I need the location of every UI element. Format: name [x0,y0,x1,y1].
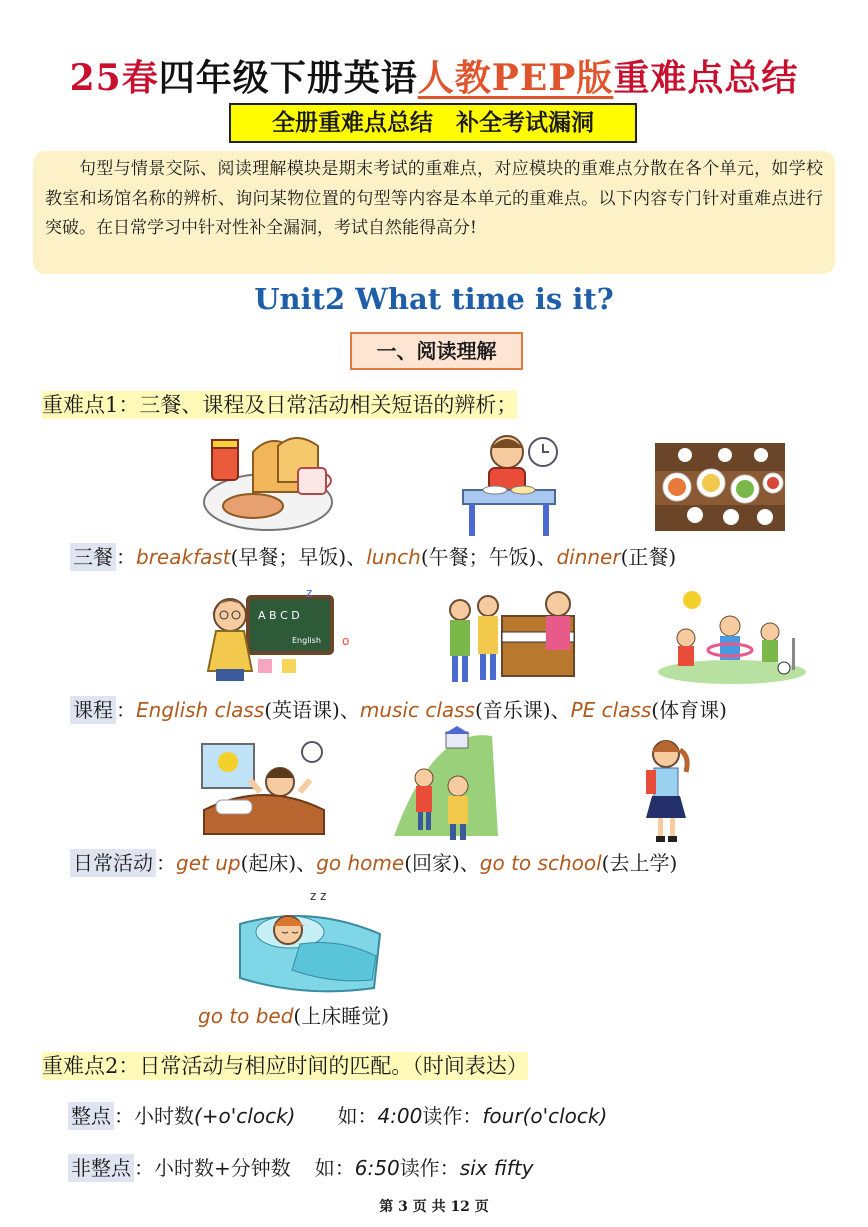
class-cn: (音乐课) [474,698,551,722]
activity-cn: (起床) [240,851,297,875]
meal-en: lunch [366,545,421,569]
boy-waking-up-illustration [196,740,330,840]
class-cn: (体育课) [651,698,727,722]
separator: 、 [536,545,557,569]
meal-cn: (早餐；早饭) [230,545,347,569]
activities-row [70,847,677,876]
example-prefix: 如： [314,1156,355,1180]
page-title [0,50,868,101]
time-rule-cn: 小时数 [134,1104,194,1128]
music-class-piano-illustration [438,576,586,694]
class-cn: (英语课) [264,698,340,722]
teacher-blackboard-illustration [196,585,352,693]
class-en: music class [359,698,475,722]
separator: 、 [550,698,571,722]
time-rule-cn: 小时数+分钟数 [154,1156,291,1180]
example-time: 6:50 [354,1156,400,1180]
example-en: six fifty [459,1156,534,1180]
classes-label: 课程 [70,696,116,724]
title-part-3: 人教PEP版 [417,57,614,99]
time-label: 非整点 [68,1154,134,1182]
separator: 、 [339,698,360,722]
title-part-1: 25春 [69,57,159,99]
time-colon: ： [134,1156,154,1180]
separator: 、 [459,851,480,875]
key-point-2 [40,1048,530,1082]
title-part-4: 重难点总结 [613,57,799,99]
breakfast-food-illustration [198,432,338,534]
example-read: 读作： [422,1104,483,1128]
time-rule-en: (+o'clock) [194,1104,296,1128]
meals-label: 三餐 [70,543,116,571]
separator: 、 [296,851,317,875]
example-read: 读作： [399,1156,460,1180]
activities-label: 日常活动 [70,849,156,877]
svg-text:z: z [306,586,313,600]
activity-en: get up [176,851,241,875]
example-en: four(o'clock) [482,1104,608,1128]
svg-text:A B C D: A B C D [258,609,300,622]
unit-heading: Unit2 What time is it? [254,282,614,316]
meal-cn: (正餐) [620,545,677,569]
meal-en: breakfast [136,545,231,569]
section-heading: 一、阅读理解 [350,332,523,370]
time-row-whole-hour [68,1100,607,1129]
girl-with-backpack-illustration [636,734,696,846]
kids-walking-home-illustration [384,726,502,846]
key-point-1-text: 重难点1：三餐、课程及日常活动相关短语的辨析； [42,393,518,417]
meal-cn: (午餐；午饭) [420,545,537,569]
dinner-table-illustration [655,443,785,531]
activity-cn: (回家) [404,851,460,875]
time-label: 整点 [68,1102,114,1130]
classes-colon: ： [116,698,136,722]
boy-eating-lunch-illustration [455,430,565,538]
activities-colon: ： [156,851,176,875]
svg-text:English: English [292,636,321,645]
subtitle-banner: 全册重难点总结 补全考试漏洞 [229,103,637,143]
svg-text:z z: z z [310,889,327,903]
kids-playing-sports-illustration [656,588,808,686]
activity-en: go to school [479,851,602,875]
activity-cn: (去上学) [601,851,678,875]
bed-row [198,1000,389,1029]
activity-en: go to bed [198,1004,294,1028]
time-colon: ： [114,1104,134,1128]
time-row-non-whole-hour [68,1152,534,1181]
meal-en: dinner [556,545,621,569]
girl-sleeping-illustration [230,884,386,994]
activity-en: go home [316,851,405,875]
example-prefix: 如： [337,1104,378,1128]
svg-text:o: o [342,634,350,648]
key-point-1 [40,387,519,421]
key-point-2-text: 重难点2：日常活动与相应时间的匹配。（时间表达） [42,1054,528,1078]
class-en: PE class [570,698,652,722]
title-part-2: 四年级下册英语 [158,57,418,99]
activity-cn: (上床睡觉) [293,1004,390,1028]
separator: 、 [346,545,367,569]
intro-paragraph: 句型与情景交际、阅读理解模块是期末考试的重难点，对应模块的重难点分散在各个单元，如学校教室和场馆名称的辨析、询问某物位置的句型等内容是本单元的重难点。以下内容专门针对重难点进行突破。在日常学习中针对性补全漏洞，考试自然能得高分! [33,151,835,274]
class-en: English class [136,698,265,722]
example-time: 4:00 [377,1104,423,1128]
meals-colon: ： [116,545,136,569]
page-footer: 第 3 页 共 12 页 [379,1199,489,1215]
classes-row [70,694,727,723]
meals-row [70,541,676,570]
